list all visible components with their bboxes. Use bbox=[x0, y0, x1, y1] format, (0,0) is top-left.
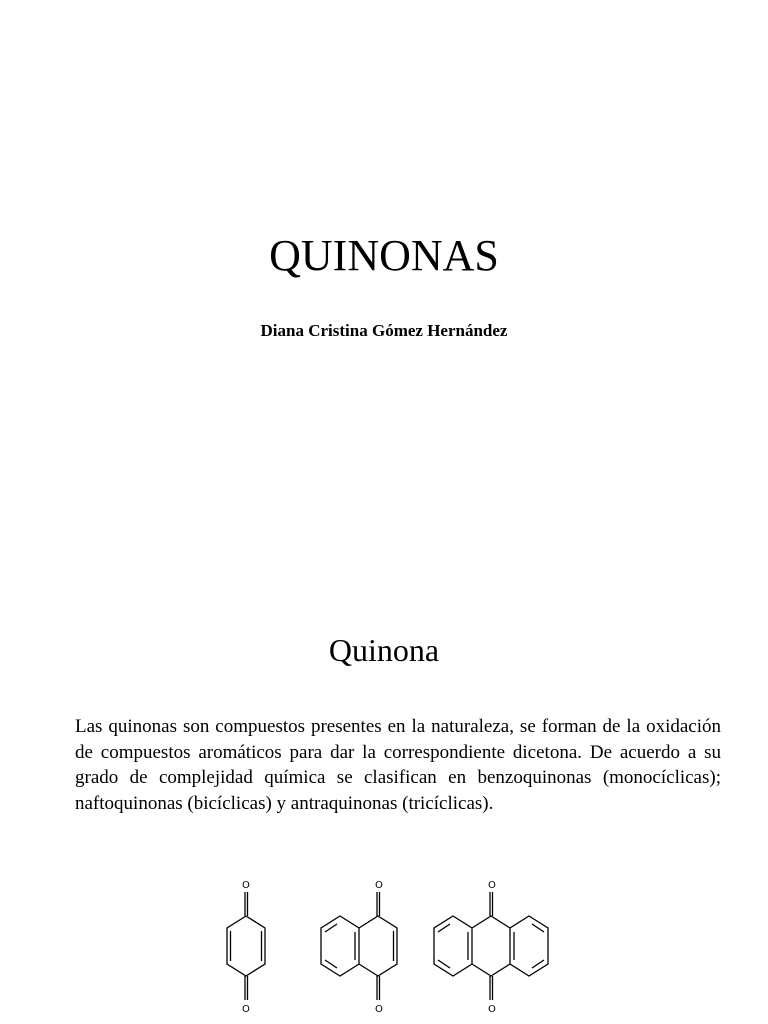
section-title: Quinona bbox=[328, 632, 440, 668]
benzoquinone-structure bbox=[227, 880, 265, 1015]
oxygen-label: O bbox=[375, 880, 383, 891]
oxygen-label: O bbox=[488, 880, 496, 891]
intro-paragraph: Las quinonas son compuestos presentes en la naturaleza, se forman de la oxidación de compuestos aromáticos para dar la correspondiente dicetona. De acuerdo a su grado de complejidad química se clasifican en benzoquinonas (monocíclicas); naftoquinonas (bicíclicas) y antraquinonas (tricíclicas). bbox=[75, 716, 721, 814]
oxygen-label: O bbox=[488, 1004, 496, 1015]
anthraquinone-structure bbox=[434, 880, 548, 1015]
quinone-structures bbox=[200, 876, 610, 1024]
naphthoquinone-structure bbox=[321, 880, 397, 1015]
oxygen-label: O bbox=[242, 880, 250, 891]
slide-author: Diana Cristina Gómez Hernández bbox=[260, 321, 508, 340]
oxygen-label: O bbox=[375, 1004, 383, 1015]
structures-svg bbox=[200, 876, 610, 1024]
oxygen-label: O bbox=[242, 1004, 250, 1015]
slide-title: QUINONAS bbox=[269, 231, 499, 280]
